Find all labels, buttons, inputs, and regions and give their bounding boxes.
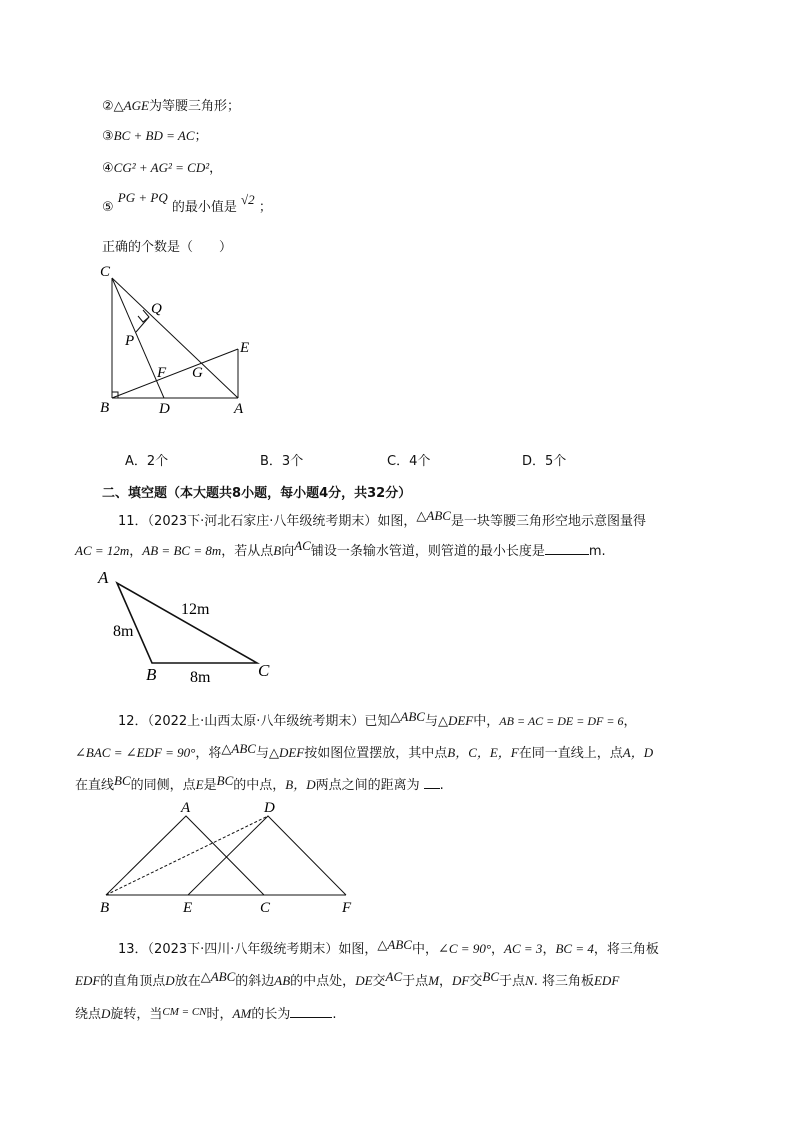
segment-bd-dashed	[106, 816, 268, 895]
figure-triangle-cba	[96, 262, 266, 422]
statement-4: ④CG² + AG² = CD²，	[102, 160, 223, 176]
q11-measure-ac: 12m	[181, 601, 210, 618]
choice-d[interactable]: D．5个	[522, 454, 567, 469]
q11-label-c: C	[258, 661, 270, 680]
q11-label-a: A	[98, 568, 109, 587]
label-a: A	[234, 401, 244, 417]
label-g: G	[192, 365, 203, 381]
choice-b[interactable]: B．3个	[260, 454, 304, 469]
q11-measure-ab: 8m	[113, 623, 134, 640]
q12-line1: 12．（2022上·山西太原·八年级统考期末）已知△ABC与△DEF中，AB = AC = DE = DF = 6，	[118, 709, 637, 729]
q11-line2: AC = 12m，AB = BC = 8m，若从点B向AC铺设一条输水管道，则管道的最小长度是 m.	[75, 538, 606, 559]
q11-answer-blank[interactable]	[545, 542, 589, 555]
figure-q11-triangle	[90, 565, 280, 687]
label-c: C	[100, 264, 111, 280]
q11-measure-bc: 8m	[190, 669, 211, 686]
q12-label-f: F	[342, 900, 352, 916]
q12-answer-blank[interactable]	[424, 776, 440, 789]
q13-line3: 绕点D旋转，当$^{CM = CN}$时，AM的长为 .	[75, 1006, 337, 1022]
triangle-def	[188, 816, 346, 895]
figure-q12-triangles	[96, 798, 366, 918]
label-q: Q	[151, 301, 162, 317]
q12-label-e: E	[183, 900, 193, 916]
label-p: P	[125, 333, 135, 349]
q12-label-a: A	[181, 800, 191, 816]
q13-answer-blank[interactable]	[290, 1005, 332, 1018]
q12-line2: ∠BAC = ∠EDF = 90°，将△ABC与△DEF按如图位置摆放，其中点B，C，E，F在同一直线上，点A，D	[75, 741, 654, 761]
question-prompt: 正确的个数是（ ）	[102, 240, 233, 255]
statement-5: ⑤ PG + PQ 的最小值是 √2 ；	[102, 190, 272, 215]
section-heading: 二、填空题（本大题共8小题，每小题4分，共32分）	[102, 486, 412, 501]
label-e: E	[240, 340, 250, 356]
q12-label-c: C	[260, 900, 271, 916]
segment-be	[112, 349, 238, 398]
statement-2: ②△AGE为等腰三角形；	[102, 98, 240, 114]
q12-label-d: D	[264, 800, 275, 816]
q13-line2: EDF的直角顶点D放在△ABC的斜边AB的中点处，DE交AC于点M，DF交BC于点N. 将三角板EDF	[75, 969, 620, 989]
label-f: F	[157, 365, 167, 381]
label-b: B	[100, 400, 110, 416]
statement-3: ③BC + BD = AC；	[102, 128, 208, 144]
choice-a[interactable]: A．2个	[125, 454, 169, 469]
choice-c[interactable]: C．4个	[387, 454, 431, 469]
q12-line3: 在直线BC的同侧，点E是BC的中点，B，D两点之间的距离为 .	[75, 773, 444, 793]
label-d: D	[159, 401, 170, 417]
q12-label-b: B	[100, 900, 110, 916]
q13-line1: 13．（2023下·四川·八年级统考期末）如图，△ABC中，∠C = 90°，AC = 3，BC = 4，将三角板	[118, 937, 659, 957]
q11-label-b: B	[146, 665, 157, 684]
q11-line1: 11．（2023下·河北石家庄·八年级统考期末）如图，△ABC是一块等腰三角形空地示意图量得	[118, 508, 646, 529]
